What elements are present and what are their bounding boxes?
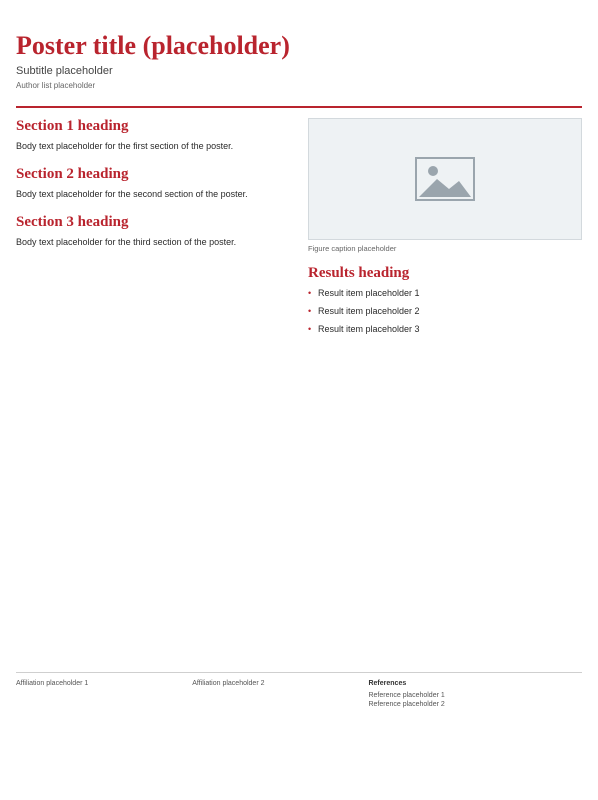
- results-section: [308, 265, 582, 335]
- poster-header: [16, 14, 582, 108]
- poster-footer: [16, 672, 582, 790]
- section-text: Body text placeholder for the first section of the poster.: [16, 141, 234, 151]
- right-column: [308, 118, 582, 658]
- poster-title: Poster title (placeholder): [16, 30, 290, 60]
- results-list: [308, 287, 582, 335]
- affiliation: Affiliation placeholder 2: [192, 680, 265, 687]
- section-text: Body text placeholder for the second section of the poster.: [16, 189, 248, 199]
- list-item: • Result item placeholder 2: [308, 305, 582, 317]
- reference-item: Reference placeholder 2: [368, 701, 445, 708]
- poster-subtitle: Subtitle placeholder: [16, 64, 113, 77]
- figure-caption: Figure caption placeholder: [308, 244, 397, 253]
- poster-body: [16, 118, 582, 658]
- left-column: [16, 118, 290, 658]
- section-heading: Results heading: [308, 265, 410, 281]
- reference-item: Reference placeholder 1: [368, 691, 445, 699]
- section-3: [16, 214, 290, 248]
- section-1: [16, 118, 290, 152]
- section-2: [16, 166, 290, 200]
- affiliation: Affiliation placeholder 1: [16, 680, 89, 687]
- section-heading: Section 1 heading: [16, 118, 129, 134]
- section-heading: Section 3 heading: [16, 214, 129, 230]
- section-text: Body text placeholder for the third section of the poster.: [16, 237, 237, 247]
- author-list: Author list placeholder: [16, 80, 96, 90]
- references: [368, 679, 582, 790]
- references-heading: References: [368, 680, 407, 687]
- section-heading: Section 2 heading: [16, 166, 129, 182]
- list-item: • Result item placeholder 3: [308, 323, 582, 335]
- figure-image: [308, 118, 582, 240]
- image-icon: [415, 157, 475, 201]
- list-item: • Result item placeholder 1: [308, 287, 582, 299]
